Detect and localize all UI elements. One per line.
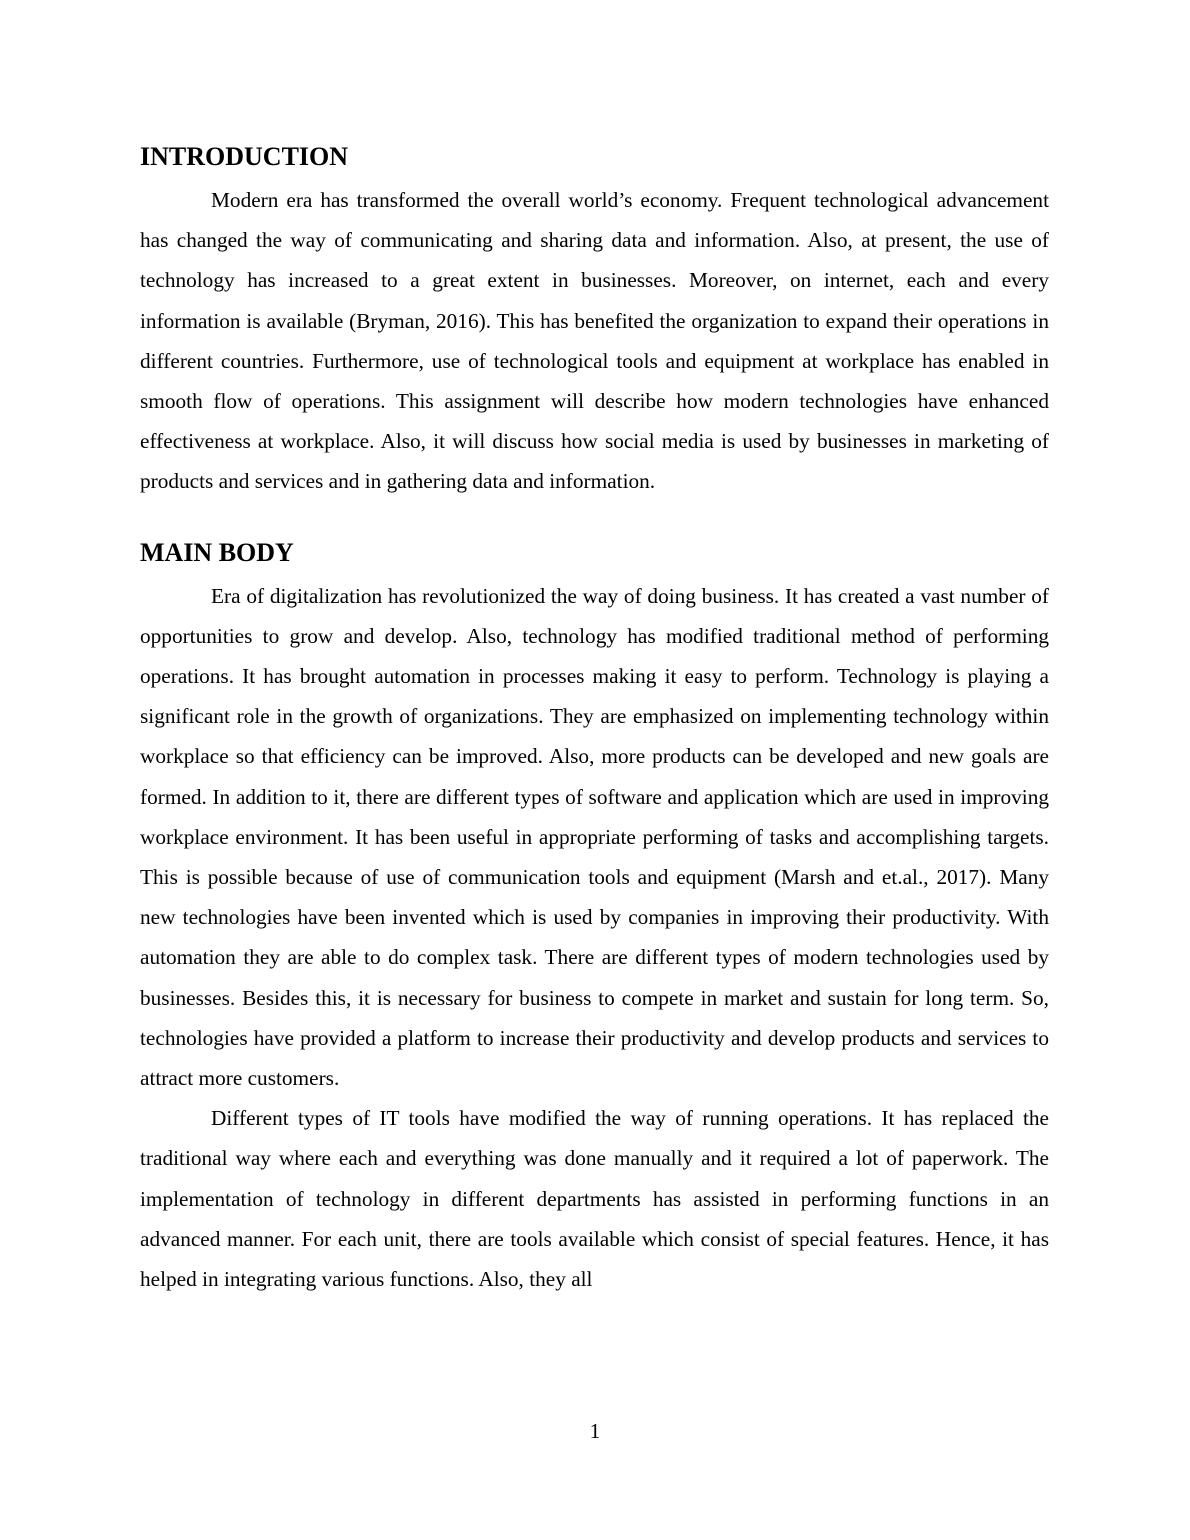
main-body-paragraph-2: Different types of IT tools have modified the way of running operations. It has replaced the traditional way where each and everything was done manually and it required a lot of paperwork. The implementation of technology in different departments has assisted in performing functions in an advanced manner. For each unit, there are tools available which consist of special features. Hence, it has helped in integrating various functions. Also, they all <box>140 1106 1049 1292</box>
page-content <box>140 140 1049 1299</box>
introduction-paragraph: Modern era has transformed the overall world’s economy. Frequent technological advancement has changed the way of communicating and sharing data and information. Also, at present, the use of technology has increased to a great extent in businesses. Moreover, on internet, each and every information is available (Bryman, 2016). This has benefited the organization to expand their operations in different countries. Furthermore, use of technological tools and equipment at workplace has enabled in smooth flow of operations. This assignment will describe how modern technologies have enhanced effectiveness at workplace. Also, it will discuss how social media is used by businesses in marketing of products and services and in gathering data and information. <box>140 188 1049 494</box>
main-body-paragraph-1: Era of digitalization has revolutionized the way of doing business. It has created a vast number of opportunities to grow and develop. Also, technology has modified traditional method of performing operations. It has brought automation in processes making it easy to perform. Technology is playing a significant role in the growth of organizations. They are emphasized on implementing technology within workplace so that efficiency can be improved. Also, more products can be developed and new goals are formed. In addition to it, there are different types of software and application which are used in improving workplace environment. It has been useful in appropriate performing of tasks and accomplishing targets. This is possible because of use of communication tools and equipment (Marsh and et.al., 2017). Many new technologies have been invented which is used by companies in improving their productivity. With automation they are able to do complex task. There are different types of modern technologies used by businesses. Besides this, it is necessary for business to compete in market and sustain for long term. So, technologies have provided a platform to increase their productivity and develop products and services to attract more customers. <box>140 583 1049 1091</box>
introduction-heading: INTRODUCTION <box>140 142 349 171</box>
page-number: 1 <box>589 1419 601 1443</box>
main-body-heading: MAIN BODY <box>140 537 294 567</box>
